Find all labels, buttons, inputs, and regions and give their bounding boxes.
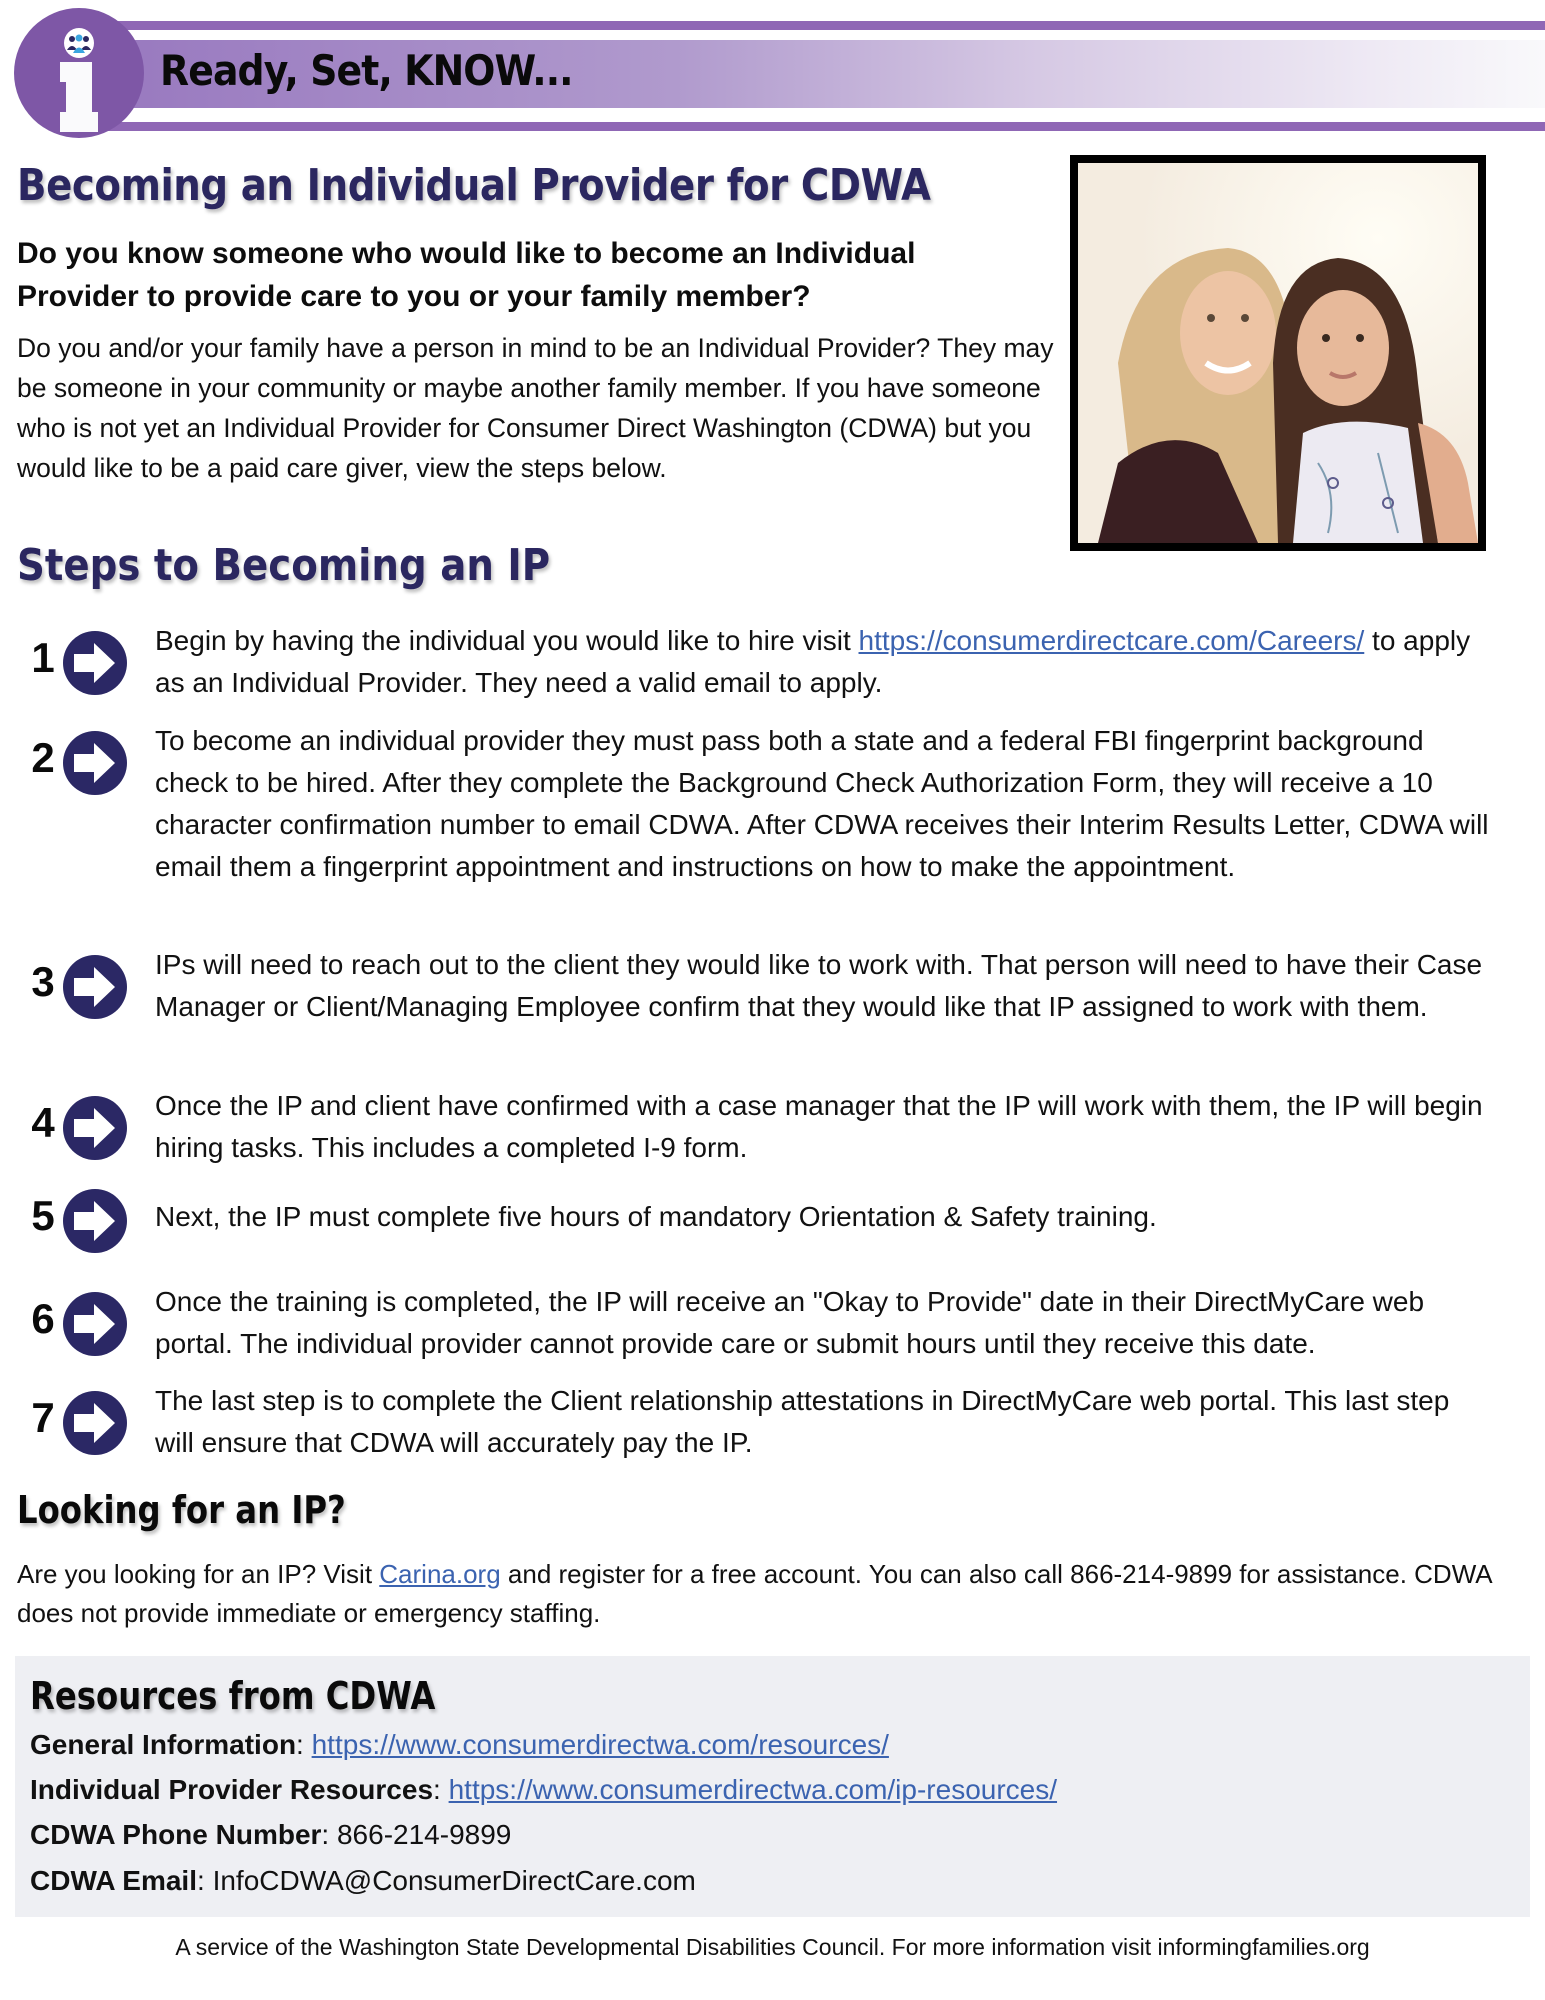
banner-top-stripe <box>95 21 1545 30</box>
step-text-part: to apply as an Individual Provider. They need a valid email to apply. <box>155 625 1471 698</box>
step-text: To become an individual provider they must pass both a state and a federal FBI fingerprint background check to be hired. After they complete the Background Check Authorization Form, they will receive a 10 character confirmation number to email CDWA. After CDWA receives their Interim Results Letter, CDWA will email them a fingerprint appointment and instructions on how to make the appointment. <box>155 725 1489 882</box>
looking-heading: Looking for an IP? <box>17 1488 346 1532</box>
looking-paragraph <box>17 1555 1537 1633</box>
resource-separator: : <box>296 1729 312 1760</box>
photo-illustration <box>1078 163 1478 543</box>
lead-question: Do you know someone who would like to become an Individual Provider to provide care to you or your family member? <box>17 237 916 313</box>
resource-label: Individual Provider Resources <box>30 1774 434 1805</box>
ip-resources-link[interactable]: https://www.consumerdirectwa.com/ip-resources/ <box>448 1774 1058 1805</box>
looking-text-part: and register for a free account. You can also call 866-214-9899 for assistance. CDWA does not provide immediate or emergency staffing. <box>17 1559 1492 1628</box>
community-people-icon <box>64 28 94 58</box>
step-text: IPs will need to reach out to the client they would like to work with. That person will need to have their Case Manager or Client/Managing Employee confirm that they would like that IP assigned to work with them. <box>155 949 1483 1022</box>
resource-separator: : <box>197 1865 213 1896</box>
step-number: 7 <box>31 1394 55 1441</box>
step-number: 6 <box>31 1295 55 1342</box>
step-text: Once the training is completed, the IP will receive an "Okay to Provide" date in their DirectMyCare web portal. The individual provider cannot provide care or submit hours until they receive this date. <box>155 1286 1425 1359</box>
banner-bottom-stripe <box>95 122 1545 131</box>
info-badge <box>14 8 144 138</box>
arrow-right-circle-icon <box>62 954 128 1020</box>
phone-number: 866-214-9899 <box>336 1819 512 1850</box>
arrow-right-circle-icon <box>62 630 128 696</box>
resources-heading: Resources from CDWA <box>30 1674 436 1718</box>
resource-label: CDWA Email <box>30 1865 197 1896</box>
step-number: 1 <box>31 634 55 681</box>
resource-separator: : <box>321 1819 337 1850</box>
page-title: Becoming an Individual Provider for CDWA <box>17 160 931 211</box>
resource-label: CDWA Phone Number <box>30 1819 322 1850</box>
resource-ip-resources <box>30 1770 1057 1810</box>
step-text-part: Begin by having the individual you would like to hire visit <box>155 625 859 656</box>
arrow-right-circle-icon <box>62 1390 128 1456</box>
resource-phone <box>30 1815 511 1855</box>
header-banner <box>0 0 1545 145</box>
steps-heading: Steps to Becoming an IP <box>17 540 551 591</box>
looking-text-part: Are you looking for an IP? Visit <box>17 1559 380 1589</box>
step-text: Once the IP and client have confirmed with a case manager that the IP will work with them, the IP will begin hiring tasks. This includes a completed I-9 form. <box>155 1090 1483 1163</box>
carina-link[interactable]: Carina.org <box>379 1559 501 1589</box>
step-number: 4 <box>31 1099 55 1146</box>
step-number: 2 <box>31 734 55 781</box>
caregiver-photo <box>1078 163 1478 543</box>
step-number: 5 <box>31 1192 55 1239</box>
arrow-right-circle-icon <box>62 730 128 796</box>
careers-link[interactable]: https://consumerdirectcare.com/Careers/ <box>858 625 1365 656</box>
footer-note: A service of the Washington State Developmental Disabilities Council. For more information visit informingfamilies.org <box>175 1934 1370 1960</box>
email-address: InfoCDWA@ConsumerDirectCare.com <box>212 1865 696 1896</box>
resource-general-info <box>30 1725 889 1765</box>
step-number: 3 <box>31 958 55 1005</box>
arrow-right-circle-icon <box>62 1095 128 1161</box>
intro-paragraph: Do you and/or your family have a person in mind to be an Individual Provider? They may be someone in your community or maybe another family member. If you have someone who is not yet an Individual Provider for Consumer Direct Washington (CDWA) but you would like to be a paid care giver, view the steps below. <box>17 333 1054 483</box>
resources-box <box>15 1656 1530 1917</box>
step-text: The last step is to complete the Client relationship attestations in DirectMyCare web portal. This last step will ensure that CDWA will accurately pay the IP. <box>155 1385 1450 1458</box>
arrow-right-circle-icon <box>62 1188 128 1254</box>
arrow-right-circle-icon <box>62 1291 128 1357</box>
resource-email <box>30 1861 696 1901</box>
banner-title: Ready, Set, KNOW... <box>160 46 573 95</box>
resource-label: General Information <box>30 1729 297 1760</box>
general-info-link[interactable]: https://www.consumerdirectwa.com/resources/ <box>311 1729 889 1760</box>
info-i-icon <box>58 62 100 132</box>
resource-separator: : <box>433 1774 449 1805</box>
photo-frame <box>1070 155 1486 551</box>
step-text <box>155 620 1495 704</box>
step-text: Next, the IP must complete five hours of mandatory Orientation & Safety training. <box>155 1201 1157 1232</box>
